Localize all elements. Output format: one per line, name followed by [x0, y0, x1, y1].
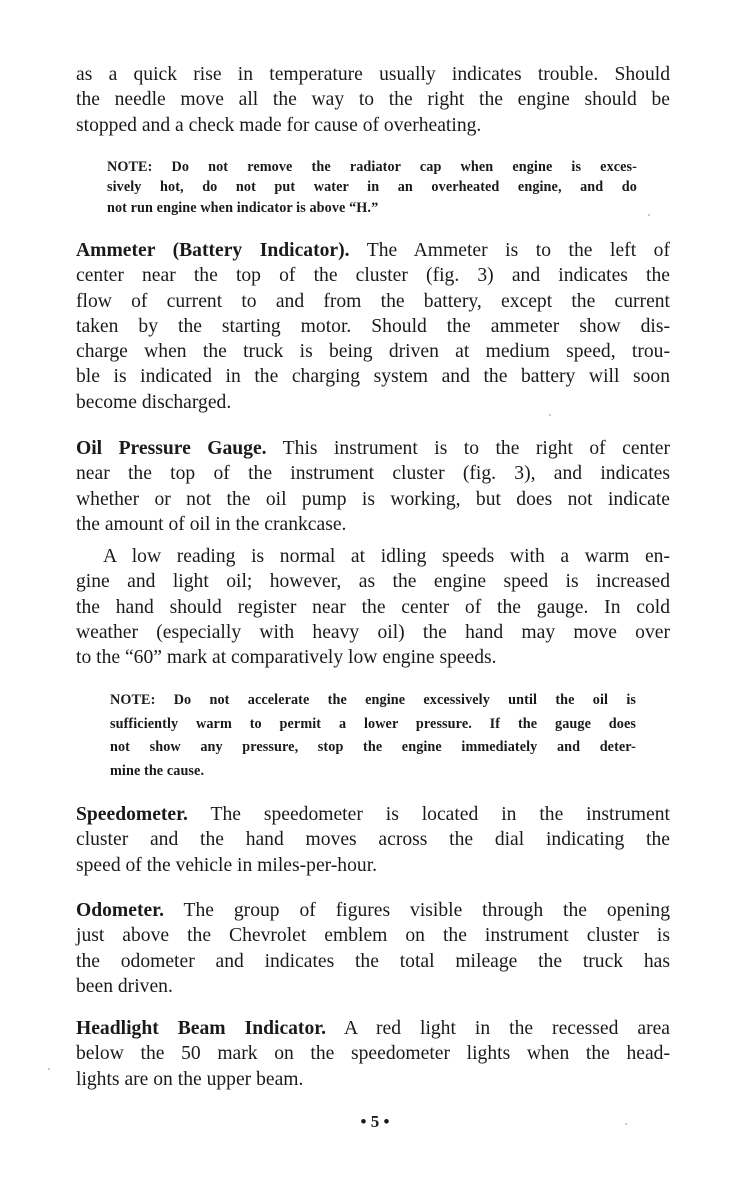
- text-line: been driven.: [76, 975, 173, 997]
- section-odometer: [76, 898, 670, 999]
- text-line: as a quick rise in temperature usually indicates trouble. Should: [76, 64, 670, 85]
- note-line: not show any pressure, stop the engine immediately and deter-: [110, 739, 636, 756]
- note-line: mine the cause.: [110, 762, 205, 779]
- note-line: sively hot, do not put water in an overheated engine, and do: [107, 179, 637, 196]
- text-line: become discharged.: [76, 391, 232, 413]
- text-line: A low reading is normal at idling speeds with a warm en-: [103, 546, 670, 567]
- text-line: the needle move all the way to the right the engine should be: [76, 89, 670, 111]
- section-headlight-beam: [76, 1016, 670, 1092]
- text-line: center near the top of the cluster (fig. 3) and indicates the: [76, 265, 670, 287]
- intro-paragraph: [76, 62, 670, 138]
- note-oil-acceleration: [110, 689, 636, 783]
- section-heading-ammeter: Ammeter (Battery Indicator).: [76, 240, 350, 261]
- text-line: whether or not the oil pump is working, but does not indicate: [76, 488, 670, 510]
- text-line: near the top of the instrument cluster (fig. 3), and indicates: [76, 463, 670, 485]
- section-speedometer: [76, 802, 670, 878]
- section-heading-odometer: Odometer.: [76, 900, 164, 921]
- text-line: speed of the vehicle in miles-per-hour.: [76, 854, 378, 876]
- section-ammeter: [76, 238, 670, 415]
- text-line: weather (especially with heavy oil) the hand may move over: [76, 621, 670, 643]
- text-line: lights are on the upper beam.: [76, 1068, 304, 1090]
- scan-speck: [648, 214, 650, 216]
- text-line: below the 50 mark on the speedometer lights when the head-: [76, 1043, 670, 1065]
- section-heading-headlight: Headlight Beam Indicator.: [76, 1018, 327, 1039]
- text-line: the amount of oil in the crankcase.: [76, 513, 347, 535]
- section-heading-oil-pressure: Oil Pressure Gauge.: [76, 438, 267, 459]
- scan-speck: [625, 1123, 627, 1125]
- section-oil-pressure: [76, 436, 670, 537]
- text-line: flow of current to and from the battery, except the current: [76, 290, 670, 312]
- text-line: to the “60” mark at comparatively low engine speeds.: [76, 647, 497, 669]
- oil-pressure-paragraph-2: [76, 544, 670, 670]
- note-line: not run engine when indicator is above “H.”: [107, 199, 379, 216]
- note-line: NOTE: Do not accelerate the engine excessively until the oil is: [110, 692, 636, 708]
- text-line: Ammeter (Battery Indicator). The Ammeter is to the left of: [76, 240, 670, 261]
- text-line: charge when the truck is being driven at medium speed, trou-: [76, 341, 670, 363]
- section-heading-speedometer: Speedometer.: [76, 804, 188, 825]
- note-radiator-cap: [107, 157, 637, 218]
- text-line: taken by the starting motor. Should the ammeter show dis-: [76, 315, 670, 337]
- text-line: Headlight Beam Indicator. A red light in the recessed area: [76, 1018, 670, 1039]
- scan-speck: [48, 1068, 50, 1070]
- text-line: Speedometer. The speedometer is located in the instrument: [76, 804, 670, 825]
- text-line: cluster and the hand moves across the dial indicating the: [76, 829, 670, 851]
- text-line: ble is indicated in the charging system and the battery will soon: [76, 366, 670, 388]
- text-line: Odometer. The group of figures visible through the opening: [76, 900, 670, 921]
- text-line: just above the Chevrolet emblem on the instrument cluster is: [76, 925, 670, 947]
- page-number: • 5 •: [360, 1112, 390, 1131]
- note-line: sufficiently warm to permit a lower pressure. If the gauge does: [110, 715, 636, 732]
- text-line: the odometer and indicates the total mileage the truck has: [76, 950, 670, 972]
- note-line: NOTE: Do not remove the radiator cap when engine is exces-: [107, 159, 637, 175]
- text-line: the hand should register near the center of the gauge. In cold: [76, 596, 670, 618]
- text-line: gine and light oil; however, as the engine speed is increased: [76, 571, 670, 593]
- text-line: Oil Pressure Gauge. This instrument is to the right of center: [76, 438, 670, 459]
- text-line: stopped and a check made for cause of overheating.: [76, 114, 482, 136]
- scan-speck: [549, 414, 551, 416]
